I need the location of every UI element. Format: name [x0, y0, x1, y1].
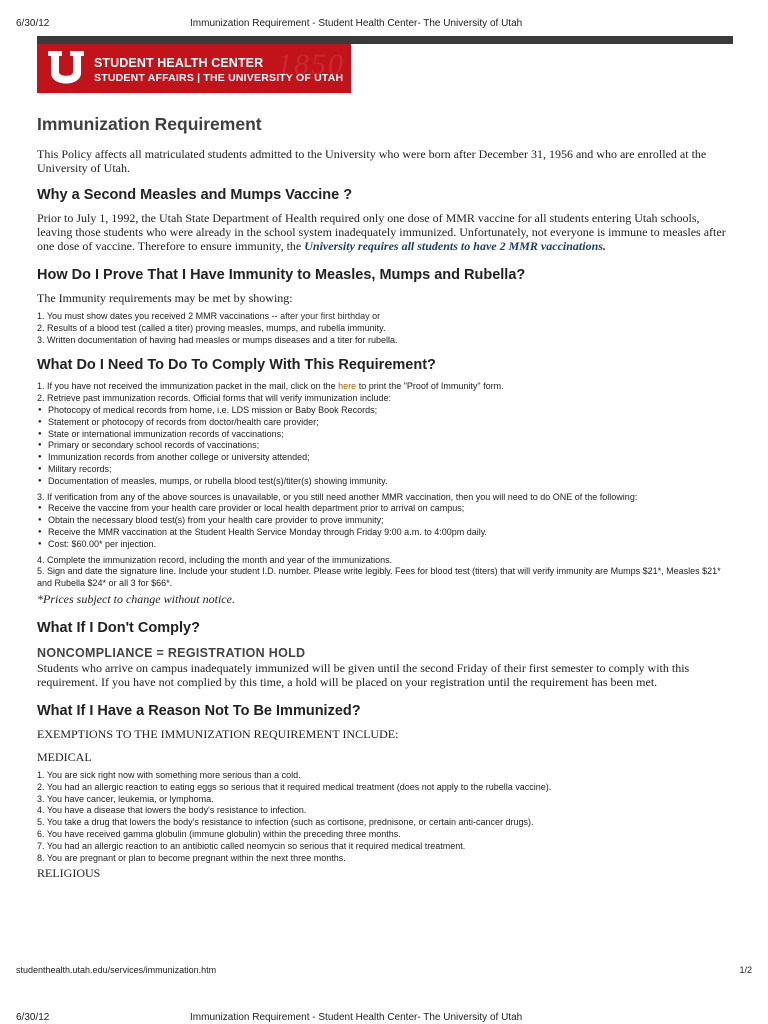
main-content	[37, 114, 727, 880]
section-heading-not-immunized: What If I Have a Reason Not To Be Immunized?	[37, 702, 361, 719]
list-item: 1. You are sick right now with something more serious than a cold.	[37, 769, 301, 780]
banner-title: STUDENT HEALTH CENTER	[94, 56, 264, 70]
print-page-title: Immunization Requirement - Student Health Center- The University of Utah	[190, 18, 523, 29]
proof-item-1-suffix: or	[369, 311, 381, 321]
section-heading-prove-immunity: How Do I Prove That I Have Immunity to Measles, Mumps and Rubella?	[37, 267, 526, 283]
list-item: 6. You have received gamma globulin (immune globulin) within the preceding three months.	[37, 828, 401, 839]
religious-heading: RELIGIOUS	[37, 866, 101, 881]
list-item: 5. You take a drug that lowers the body's resistance to infection (such as cortisone, prednisone, or certain anti-cancer drugs).	[37, 817, 534, 828]
list-item: ● Documentation of measles, mumps, or rubella blood test(s)/titer(s) showing immunity.	[37, 476, 727, 488]
step-1-text: 1. If you have not received the immunization packet in the mail, click on the	[37, 381, 339, 392]
list-item: ● Receive the MMR vaccination at the Student Health Service Monday through Friday 9:00 a.m. to 4:00pm daily.	[37, 527, 727, 539]
list-item: ● Photocopy of medical records from home, i.e. LDS mission or Baby Book Records;	[37, 405, 727, 417]
proof-of-immunity-link[interactable]: here	[338, 381, 357, 392]
list-item: ● Cost: $60.00* per injection.	[37, 539, 727, 551]
list-item: 3. Written documentation of having had measles or mumps diseases and a titer for rubella.	[37, 334, 398, 345]
comply-step-4: 4. Complete the immunization record, including the month and year of the immunizations.	[37, 554, 393, 565]
intro-text: This Policy affects all matriculated students admitted to the University who were born after December 31, 1956 and who are enrolled at the University of Utah.	[37, 147, 707, 175]
list-item: 2. You had an allergic reaction to eating eggs so serious that it required medical treatment (does not apply to the rubella vaccine).	[37, 781, 552, 792]
page-title: Immunization Requirement	[37, 114, 262, 134]
print-page-number: 1/2	[739, 965, 752, 975]
price-note: *Prices subject to change without notice.	[37, 591, 235, 606]
print-url: studenthealth.utah.edu/services/immunization.htm	[16, 965, 217, 975]
list-item: 8. You are pregnant or plan to become pregnant within the next three months.	[37, 852, 346, 863]
proof-item-1-highlight: after your first birthday	[280, 311, 370, 321]
step-1-suffix: to print the "Proof of Immunity" form.	[356, 381, 504, 392]
comply-step-2: 2. Retrieve past immunization records. Official forms that will verify immunization include:	[37, 393, 391, 404]
mmr-requirement-emphasis: University requires all students to have 2 MMR vaccinations.	[304, 239, 606, 253]
banner-watermark: 1850	[277, 48, 345, 81]
list-item: ● Military records;	[37, 464, 727, 476]
proof-item-1-text: 1. You must show dates you received 2 MMR vaccinations --	[37, 311, 281, 321]
second-vaccine-text	[37, 211, 727, 253]
list-item: ● Receive the vaccine from your health care provider or local health department prior to arrival on campus;	[37, 503, 727, 515]
records-list	[37, 405, 727, 488]
comply-step-3: 3. If verification from any of the above sources is unavailable, or you still need another MMR vaccination, then you will need to do ONE of the following:	[37, 491, 638, 502]
medical-exemptions-list	[37, 770, 727, 864]
list-item: 3. You have cancer, leukemia, or lymphoma.	[37, 793, 214, 804]
medical-heading: MEDICAL	[37, 749, 92, 764]
list-item: ● Immunization records from another college or university attended;	[37, 452, 727, 464]
prove-immunity-lead: The Immunity requirements may be met by showing:	[37, 291, 293, 305]
second-vaccine-body: Prior to July 1, 1992, the Utah State Department of Health required only one dose of MMR vaccine for all students entering Utah schools, leaving those students who were already in the school system inadequately immunized. Unfortunately, not everyone is immune to measles after one dose of vaccine. Therefore to ensure immunity, the	[37, 211, 726, 253]
list-item	[37, 311, 727, 323]
university-u-logo-icon	[45, 48, 87, 88]
options-list	[37, 503, 727, 550]
noncompliance-text: Students who arrive on campus inadequately immunized will be given until the second Friday of their first semester to comply with this requirement. If you have not complied by this time, a hold will be placed on your registration until the requirement has been met.	[37, 660, 690, 689]
print-header	[0, 18, 768, 32]
print-date: 6/30/12	[16, 18, 50, 29]
immunity-proof-list	[37, 311, 727, 346]
list-item: 2. Results of a blood test (called a titer) proving measles, mumps, and rubella immunity.	[37, 322, 386, 333]
noncompliance-heading: NONCOMPLIANCE = REGISTRATION HOLD	[37, 645, 306, 660]
list-item: 4. You have a disease that lowers the body's resistance to infection.	[37, 805, 307, 816]
list-item: ● Primary or secondary school records of vaccinations;	[37, 440, 727, 452]
list-item: ● Obtain the necessary blood test(s) from your health care provider to prove immunity;	[37, 515, 727, 527]
list-item: 7. You had an allergic reaction to an antibiotic called neomycin so serious that it required medical treatment.	[37, 840, 466, 851]
list-item: ● State or international immunization records of vaccinations;	[37, 429, 727, 441]
section-heading-comply: What Do I Need To Do To Comply With This Requirement?	[37, 357, 436, 374]
section-heading-second-vaccine: Why a Second Measles and Mumps Vaccine ?	[37, 187, 353, 203]
header-rule	[37, 36, 733, 44]
site-banner[interactable]	[37, 44, 351, 93]
next-print-title: Immunization Requirement - Student Health Center- The University of Utah	[190, 1012, 523, 1023]
next-print-date: 6/30/12	[16, 1012, 50, 1023]
comply-step-1	[37, 381, 727, 393]
banner-subtitle: STUDENT AFFAIRS | THE UNIVERSITY OF UTAH	[94, 72, 344, 84]
exemptions-heading: EXEMPTIONS TO THE IMMUNIZATION REQUIREMENT INCLUDE:	[37, 726, 399, 741]
list-item: ● Statement or photocopy of records from doctor/health care provider;	[37, 417, 727, 429]
section-heading-dont-comply: What If I Don't Comply?	[37, 619, 200, 636]
comply-step-5: 5. Sign and date the signature line. Include your student I.D. number. Please write legibly. Fees for blood test (titers) that will verify immunity are Mumps $21*, Measles $21* and Rubella $24* or all 3 for $66*.	[37, 566, 721, 589]
